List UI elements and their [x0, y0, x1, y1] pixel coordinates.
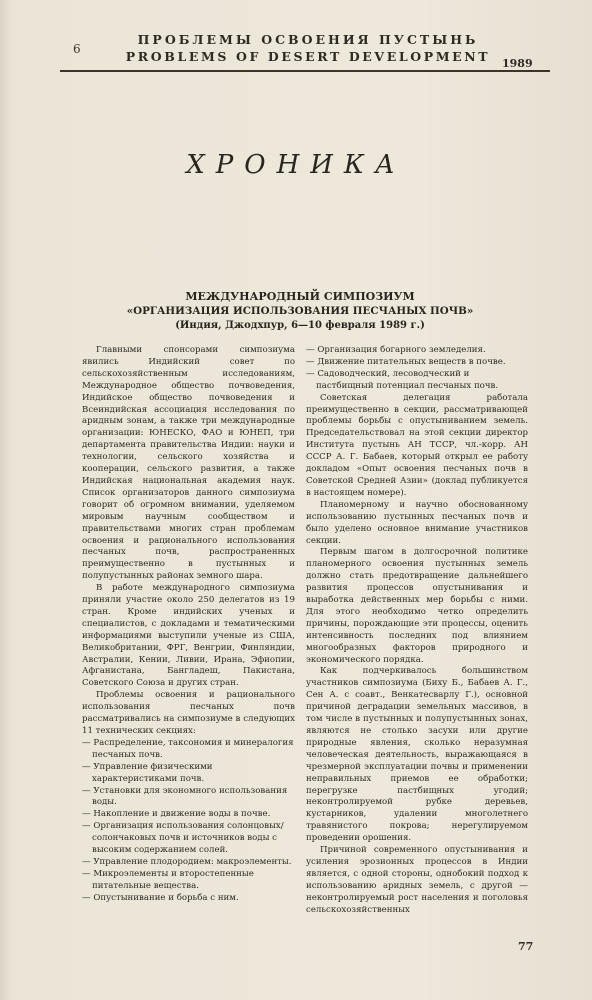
article-title-line-3: (Индия, Джодхпур, 6—10 февраля 1989 г.) [175, 320, 425, 331]
paragraph: В работе международного симпозиума приняли участие около 250 делегатов из 19 стран. Кроме индийских ученых и специалистов, с докладами и тематическими информациями выступили ученые из США, Великобритании, ФРГ, Венгрии, Финляндии, Австралии, Кении, Ливии, Ирана, Эфиопии, Афганистана, Бангладеш, Пакистана, Советского Союза и других стран. [82, 583, 295, 689]
article-title-line-2: «ОРГАНИЗАЦИЯ ИСПОЛЬЗОВАНИЯ ПЕСЧАНЫХ ПОЧВ» [126, 305, 474, 317]
section-list-item: — Накопление и движение воды в почве. [82, 809, 271, 820]
section-list-item: — Садоводческий, лесоводческий и пастбищный потенциал песчаных почв. [306, 368, 499, 391]
journal-title-ru: ПРОБЛЕМЫ ОСВОЕНИЯ ПУСТЫНЬ [137, 32, 479, 47]
section-list-item: — Установки для экономного использования воды. [82, 785, 288, 808]
section-list-item: — Управление плодородием: макроэлементы. [82, 856, 292, 867]
article-title-line-1: МЕЖДУНАРОДНЫЙ СИМПОЗИУМ [185, 290, 415, 303]
section-list-item: — Движение питательных веществ в почве. [306, 356, 506, 367]
paragraph: Проблемы освоения и рационального использования песчаных почв рассматривались на симпозиуме в следующих 11 технических секциях: [82, 690, 295, 736]
section-list-item: — Управление физическими характеристиками почв. [82, 761, 213, 784]
section-list-item: — Организация использования солонцовых/солончаковых почв и источников воды с высоким содержанием солей. [82, 821, 284, 856]
section-list-item: — Распределение, таксономия и минералогия песчаных почв. [82, 737, 294, 760]
paragraph: Первым шагом в долгосрочной политике планомерного освоения пустынных земель должно стать предотвращение дальнейшего развития процессов опустынивания и выработка действенных мер борьбы с ними. Для этого необходимо четко определить причины, порождающие эти процессы, оценить интенсивность последних под влиянием многообразных факторов природного и экономического порядка. [306, 547, 528, 665]
journal-year: 1989 [502, 57, 533, 70]
right-column [306, 345, 528, 917]
section-list-item: — Организация богарного земледелия. [306, 345, 486, 355]
page-number: 77 [518, 940, 534, 953]
paragraph: Планомерному и научно обоснованному использованию пустынных песчаных почв и было уделено основное внимание участников секции. [306, 499, 528, 546]
paragraph: Как подчеркивалось большинством участников симпозиума (Биху Б., Бабаев А. Г., Сен А. с соавт., Венкатесварлу Г.), основной причиной деградации земельных массивов, в том числе в пустынных и полупустынных зонах, являются не столько засухи или другие природные явления, сколько неразумная человеческая деятельность, выражающаяся в чрезмерной эксплуатации почвы и применении неправильных приемов ее обработки; перегрузке пастбищных угодий; неконтролируемой рубке деревьев, кустарников, удалении многолетнего травянистого покрова; нерегулируемом проведении орошения. [306, 666, 528, 844]
section-list-item: — Микроэлементы и второстепенные питательные вещества. [82, 868, 254, 891]
paragraph: Главными спонсорами симпозиума явились Индийский совет по сельскохозяйственным исследованиям, Международное общество почвоведения, Индийское общество почвоведения и Всеиндийская ассоциация исследования по аридным зонам, а также три международные организации: ЮНЕСКО, ФАО и ЮНЕП, три департамента правительства Индии: науки и технологии, сельского хозяйства и кооперации, сельского развития, а также Индийская национальная академия наук. Список организаторов данного симпозиума говорит об огромном внимании, уделяемом мировым научным сообществом и правительствами многих стран проблемам освоения и рационального использования песчаных почв, распространенных преимущественно в пустынных и полупустынных районах земного шара. [82, 345, 295, 582]
paragraph: Советская делегация работала преимущественно в секции, рассматривающей проблемы борьбы с опустыниванием земель. Председательствовал на этой секции директор Института пустынь АН ТССР, чл.-корр. АН СССР А. Г. Бабаев, который открыл ее работу докладом «Опыт освоения песчаных почв в Советской Средней Азии» (доклад публикуется в настоящем номере). [306, 392, 528, 498]
section-title: ХРОНИКА [186, 150, 406, 180]
journal-title-en: PROBLEMS OF DESERT DEVELOPMENT [125, 49, 491, 64]
issue-mark: 6 [73, 42, 81, 56]
section-list-item: — Опустынивание и борьба с ним. [82, 892, 239, 903]
left-column [82, 345, 295, 905]
paragraph: Причиной современного опустынивания и усиления эрозионных процессов в Индии является, с одной стороны, однобокий подход к использованию аридных земель, с другой — неконтролируемый рост населения и поголовья сельскохозяйственных [306, 845, 528, 915]
header-rule [60, 70, 550, 72]
